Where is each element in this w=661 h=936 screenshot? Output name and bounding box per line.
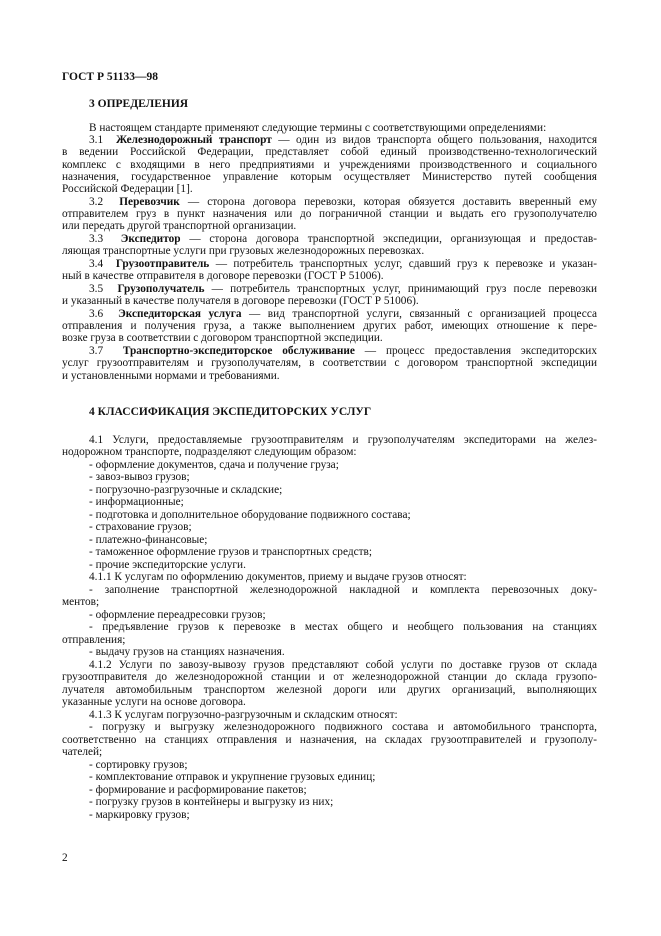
- section-4-title: 4 КЛАССИФИКАЦИЯ ЭКСПЕДИТОРСКИХ УСЛУГ: [89, 406, 372, 418]
- page-number: 2: [62, 852, 68, 864]
- list-item: - завоз-вывоз грузов;: [89, 471, 190, 483]
- list-item: - выдачу грузов на станциях назначения.: [89, 646, 285, 658]
- paragraph-line: грузоотправителя до железнодорожной станции и от железнодорожной станции до склада грузопо-: [62, 671, 597, 683]
- definition-number: 3.4: [89, 258, 104, 270]
- definition-line: отправления и получения груза, а также выполнением других работ, имеющих отношение к пере-: [62, 320, 597, 332]
- definition-term: Железнодорожный транспорт: [116, 134, 272, 146]
- list-item: - заполнение транспортной железнодорожной накладной и комплекта перевозочных доку-: [89, 584, 597, 596]
- definition-term: Перевозчик: [119, 196, 180, 208]
- list-item: - страхование грузов;: [89, 521, 192, 533]
- definition-term: Экспедиторская услуга: [118, 308, 242, 320]
- list-item: - таможенное оформление грузов и транспортных средств;: [89, 546, 372, 558]
- definition-text: — сторона договора транспортной экспедиции, организующая и предостав-: [189, 233, 597, 245]
- definition-line: в ведении Российской Федерации, представляет собой единый производственно-технологический: [62, 146, 597, 158]
- section-3-intro: В настоящем стандарте применяют следующие термины с соответствующими определениями:: [89, 122, 547, 134]
- definition-term: Грузоотправитель: [115, 258, 210, 270]
- paragraph-4-1-3: 4.1.3 К услугам погрузочно-разгрузочным и складским относят:: [89, 709, 398, 721]
- definition-line: комплекс с входящими в него предприятиями и учреждениями производственного и социального: [62, 159, 597, 171]
- definition-3-6: [89, 308, 597, 320]
- definition-3-5: [89, 283, 597, 295]
- definition-text: — вид транспортной услуги, связанный с организацией процесса: [249, 308, 597, 320]
- paragraph-4-1-2: 4.1.2 Услуги по завозу-вывозу грузов представляют собой услуги по доставке грузов от склада: [89, 659, 597, 671]
- list-item-cont: соответственно на станциях отправления и назначения, на складах грузоотправителей и грузополу-: [62, 734, 597, 746]
- definition-text: — сторона договора перевозки, которая обязуется доставить вверенный ему: [187, 196, 597, 208]
- definition-3-1: [89, 134, 597, 146]
- list-item: - погрузку грузов в контейнеры и выгрузку из них;: [89, 796, 334, 808]
- definition-line: и указанный в качестве получателя в договоре перевозки (ГОСТ Р 51006).: [62, 295, 419, 307]
- list-item: - оформление переадресовки грузов;: [89, 609, 266, 621]
- definition-3-2: [89, 196, 597, 208]
- list-item: - сортировку грузов;: [89, 759, 188, 771]
- definition-line: назначения, государственное управление которым осуществляет Министерство путей сообщения: [62, 171, 597, 183]
- list-item: - предъявление грузов к перевозке в местах общего и необщего пользования на станциях: [89, 621, 597, 633]
- definition-line: ляющая транспортные услуги при грузовых железнодорожных перевозках.: [62, 245, 425, 257]
- definition-3-4: [89, 258, 597, 270]
- list-item: - погрузочно-разгрузочные и складские;: [89, 484, 283, 496]
- definition-line: ный в качестве отправителя в договоре перевозки (ГОСТ Р 51006).: [62, 270, 384, 282]
- definition-line: Российской Федерации [1].: [62, 183, 193, 195]
- definition-number: 3.3: [89, 233, 104, 245]
- document-header: ГОСТ Р 51133—98: [62, 71, 158, 83]
- list-item: - формирование и расформирование пакетов;: [89, 784, 307, 796]
- list-item-cont: чателей;: [62, 746, 103, 758]
- list-item-cont: ментов;: [62, 596, 100, 608]
- definition-text: — потребитель транспортных услуг, принимающий груз после перевозки: [211, 283, 597, 295]
- definition-text: — потребитель транспортных услуг, сдавший груз к перевозке и указан-: [215, 258, 597, 270]
- list-item: - оформление документов, сдача и получение груза;: [89, 459, 339, 471]
- paragraph-4-1-1: 4.1.1 К услугам по оформлению документов, приему и выдаче грузов относят:: [89, 571, 467, 583]
- section-3-title: 3 ОПРЕДЕЛЕНИЯ: [89, 98, 189, 110]
- list-item: - подготовка и дополнительное оборудование подвижного состава;: [89, 509, 411, 521]
- definition-3-7: [89, 345, 597, 357]
- definition-line: возке груза в соответствии с договором транспортной экспедиции.: [62, 332, 383, 344]
- definition-number: 3.2: [89, 196, 104, 208]
- paragraph-line: указанные услуги на основе договора.: [62, 696, 246, 708]
- list-item: - комплектование отправок и укрупнение грузовых единиц;: [89, 771, 376, 783]
- list-item: - платежно-финансовые;: [89, 534, 208, 546]
- definition-number: 3.1: [89, 134, 104, 146]
- definition-text: — один из видов транспорта общего пользования, находится: [278, 134, 598, 146]
- list-item: - маркировку грузов;: [89, 809, 190, 821]
- definition-3-3: [89, 233, 597, 245]
- definition-number: 3.7: [89, 345, 104, 357]
- definition-term: Экспедитор: [120, 233, 181, 245]
- definition-number: 3.6: [89, 308, 104, 320]
- definition-line: услуг грузоотправителям и грузополучателям, в соответствии с договором транспортной экспедиции: [62, 357, 597, 369]
- definition-number: 3.5: [89, 283, 104, 295]
- paragraph-line: лучателя автомобильным транспортом железной дороги или других организаций, выполняющих: [62, 684, 597, 696]
- paragraph-4-1: 4.1 Услуги, предоставляемые грузоотправителям и грузополучателям экспедиторами на желез-: [89, 434, 597, 446]
- list-item: - прочие экспедиторские услуги.: [89, 559, 246, 571]
- list-item: - информационные;: [89, 496, 184, 508]
- definition-text: — процесс предоставления экспедиторских: [364, 345, 597, 357]
- list-item-cont: отправления;: [62, 634, 126, 646]
- definition-term: Грузополучатель: [117, 283, 205, 295]
- definition-line: отправителем груз в пункт назначения или до пограничной станции и выдать его грузополучателю: [62, 208, 597, 220]
- definition-term: Транспортно-экспедиторское обслуживание: [122, 345, 355, 357]
- definition-line: или передать другой транспортной организации.: [62, 220, 297, 232]
- paragraph-4-1-cont: нодорожном транспорте, подразделяют следующим образом:: [62, 446, 357, 458]
- definition-line: и установленными нормами и требованиями.: [62, 370, 280, 382]
- list-item: - погрузку и выгрузку железнодорожного подвижного состава и автомобильного транспорта,: [89, 721, 597, 733]
